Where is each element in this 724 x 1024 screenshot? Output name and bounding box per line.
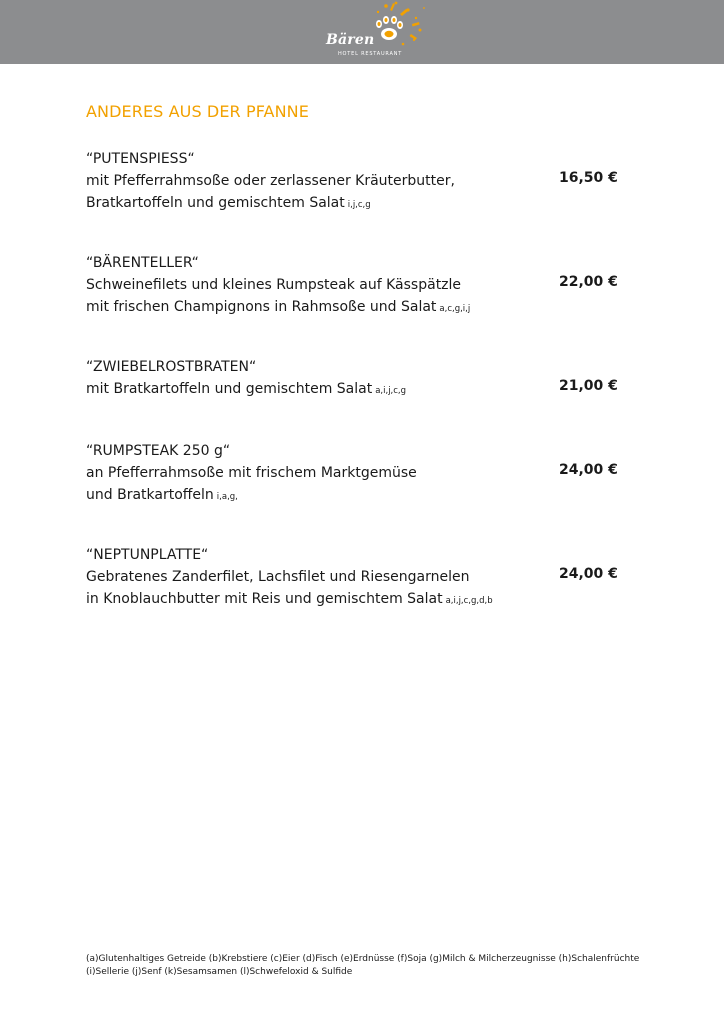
dish-description-text: in Knoblauchbutter mit Reis und gemischtem Salat (86, 591, 443, 607)
dish-description: mit Pfefferrahmsoße oder zerlassener Kräuterbutter, (86, 173, 455, 189)
dish-name: “ZWIEBELROSTBRATEN“ (86, 359, 257, 375)
header-bar (0, 0, 724, 64)
logo-name: Bären (326, 32, 375, 48)
dish-description (86, 378, 626, 402)
dish-name: “BÄRENTELLER“ (86, 255, 199, 271)
allergen-codes: a,i,j,c,g (375, 386, 407, 396)
allergen-codes: i,j,c,g (347, 200, 371, 210)
dish-name: “RUMPSTEAK 250 g“ (86, 443, 231, 459)
dish-description-text: mit frischen Champignons in Rahmsoße und Salat (86, 299, 437, 315)
logo-subtitle: HOTEL RESTAURANT (338, 51, 403, 57)
dish-name: “PUTENSPIESS“ (86, 151, 195, 167)
allergen-legend-line: (a)Glutenhaltiges Getreide (b)Krebstiere (c)Eier (d)Fisch (e)Erdnüsse (f)Soja (g)Milch & Milcherzeugnisse (h)Schalenfrüchte (86, 954, 640, 964)
allergen-codes: a,c,g,i,j (439, 304, 471, 314)
dish-description: an Pfefferrahmsoße mit frischem Marktgemüse (86, 465, 417, 481)
dish-description (86, 192, 626, 216)
dish-description: Schweinefilets und kleines Rumpsteak auf Kässpätzle (86, 277, 462, 293)
dish-description (86, 296, 626, 320)
allergen-legend-line: (i)Sellerie (j)Senf (k)Sesamsamen (l)Schwefeloxid & Sulfide (86, 967, 353, 977)
dish-price: 16,50 € (559, 170, 618, 186)
logo (318, 0, 428, 64)
menu-item (86, 252, 626, 320)
dish-name: “NEPTUNPLATTE“ (86, 547, 209, 563)
menu-item (86, 440, 626, 508)
dish-price: 24,00 € (559, 566, 618, 582)
dish-price: 22,00 € (559, 274, 618, 290)
dish-description-text: Bratkartoffeln und gemischtem Salat (86, 195, 345, 211)
dish-price: 21,00 € (559, 378, 618, 394)
dish-description-text: mit Bratkartoffeln und gemischtem Salat (86, 381, 373, 397)
allergen-codes: i,a,g, (216, 492, 238, 502)
dish-description: Gebratenes Zanderfilet, Lachsfilet und Riesengarnelen (86, 569, 470, 585)
dish-description-text: und Bratkartoffeln (86, 487, 214, 503)
section-title: ANDERES AUS DER PFANNE (86, 102, 309, 121)
menu-item (86, 148, 626, 216)
allergen-legend (86, 953, 646, 979)
dish-description (86, 484, 626, 508)
menu-item (86, 356, 626, 402)
menu-item (86, 544, 626, 612)
dish-price: 24,00 € (559, 462, 618, 478)
allergen-codes: a,i,j,c,g,d,b (445, 596, 493, 606)
dish-description (86, 588, 626, 612)
